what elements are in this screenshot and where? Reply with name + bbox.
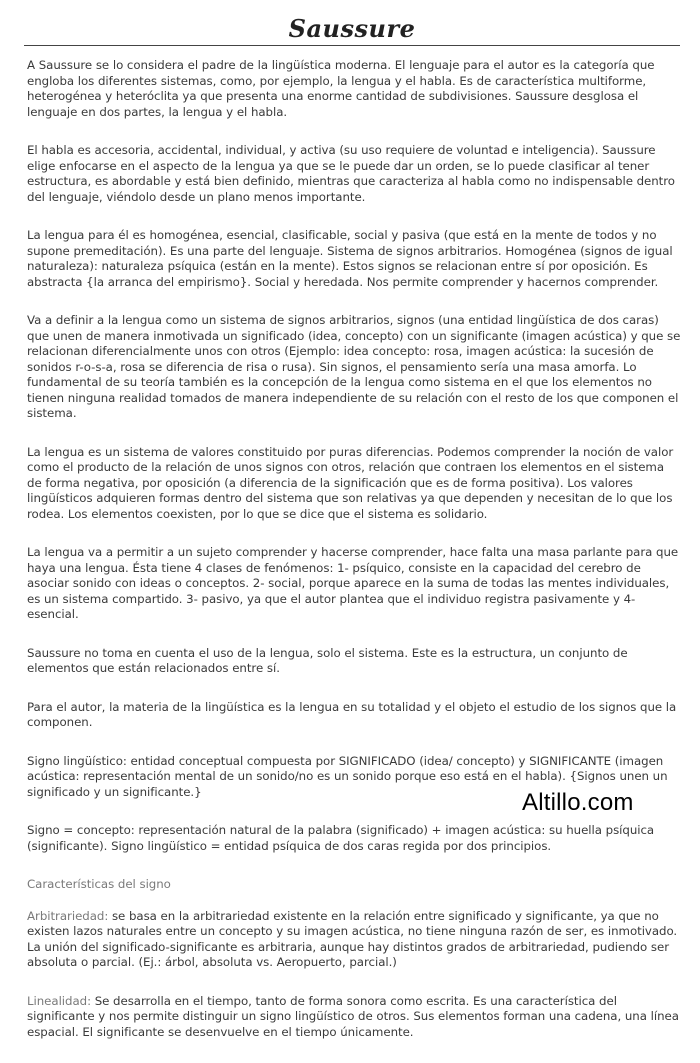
watermark-logo: Altillo.com bbox=[522, 789, 634, 816]
paragraph-3: La lengua para él es homogénea, esencial, clasificable, social y pasiva (que está en la mente de todos y no supone premeditación). Es una parte del lenguaje. Sistema de signos arbitrarios. Homogénea (signos de igual naturaleza): naturaleza psíquica (están en la mente). Estos signos se relacionan entre sí por oposición. Es abstracta {la arranca del empirismo}. Social y heredada. Nos permite comprender y hacernos comprender. bbox=[27, 228, 673, 289]
characteristic-linealidad bbox=[27, 994, 681, 1041]
paragraph-6: La lengua va a permitir a un sujeto comprender y hacerse comprender, hace falta una masa parlante para que haya una lengua. Ésta tiene 4 clases de fenómenos: 1- psíquico, consiste en la capacidad del cerebro de asociar sonido con ideas o conceptos. 2- social, porque aparece en la suma de todas las mentes individuales, es un sistema compartido. 3- pasivo, ya que el autor plantea que el individuo registra pasivamente y 4- esencial. bbox=[27, 545, 679, 621]
document-title: Saussure bbox=[288, 14, 416, 43]
title-bar bbox=[24, 14, 680, 46]
paragraph-9: Signo lingüístico: entidad conceptual compuesta por SIGNIFICADO (idea/ concepto) y SIGNIFICANTE (imagen acústica: representación mental de un sonido/no es un sonido porque eso está en el habla). {Signos unen un significado y un significante.} bbox=[27, 753, 668, 799]
paragraph-4: Va a definir a la lengua como un sistema de signos arbitrarios, signos (una entidad lingüística de dos caras) que unen de manera inmotivada un significado (idea, concepto) con un significante (imagen acústica) y que se relacionan diferencialmente unos con otros (Ejemplo: idea concepto: rosa, imagen acústica: la sucesión de sonidos r-o-s-a, rosa se diferencia de risa o rusa). Sin signos, el pensamiento sería una masa amorfa. Lo fundamental de su teoría también es la concepción de la lengua como sistema en el que los elementos no tienen ninguna realidad tomados de manera independiente de su relación con el resto de los que componen el sistema. bbox=[27, 313, 681, 420]
paragraph-7: Saussure no toma en cuenta el uso de la lengua, solo el sistema. Este es la estructura, un conjunto de elementos que están relacionados entre sí. bbox=[27, 645, 628, 675]
paragraph-10: Signo = concepto: representación natural de la palabra (significado) + imagen acústica: su huella psíquica (significante). Signo lingüístico = entidad psíquica de dos caras regida por dos principios. bbox=[27, 823, 655, 853]
paragraph-2: El habla es accesoria, accidental, individual, y activa (su uso requiere de voluntad e inteligencia). Saussure elige enfocarse en el aspecto de la lengua ya que se le puede dar un orden, se lo puede clasificar al tener estructura, es abordable y está bien definido, mientras que caracteriza al habla como no indispensable dentro del lenguaje, viéndolo desde un plano menos importante. bbox=[27, 143, 675, 204]
characteristic-arbitrariedad bbox=[27, 909, 681, 971]
document-body bbox=[27, 58, 681, 1063]
section-heading: Características del signo bbox=[27, 877, 171, 891]
characteristic-term: Linealidad: bbox=[27, 993, 91, 1008]
paragraph-5: La lengua es un sistema de valores constituido por puras diferencias. Podemos comprender la noción de valor como el producto de la relación de unos signos con otros, relación que contraen los elementos en el sistema de forma negativa, por oposición (a diferencia de la significación que es de forma positiva). Los valores lingüísticos adquieren formas dentro del sistema que son relativas ya que dependen y necesitan de lo que los rodea. Los elementos coexisten, por lo que se dice que el sistema es solidario. bbox=[27, 444, 674, 521]
paragraph-1: A Saussure se lo considera el padre de la lingüística moderna. El lenguaje para el autor es la categoría que engloba los diferentes sistemas, como, por ejemplo, la lengua y el habla. Es de característica multiforme, heterogénea y heteróclita ya que presenta una enorme cantidad de subdivisiones. Saussure desglosa el lenguaje en dos partes, la lengua y el habla. bbox=[27, 58, 655, 119]
characteristic-text: se basa en la arbitrariedad existente en la relación entre significado y significante, ya que no existen lazos naturales entre un concepto y su imagen acústica, no tiene ninguna razón de ser, es inmotivado. La unión del significado-significante es arbitraria, aunque hay distintos grados de arbitrariedad, pudiendo ser absoluta o parcial. (Ej.: árbol, absoluta vs. Aeropuerto, parcial.) bbox=[27, 908, 678, 969]
paragraph-8: Para el autor, la materia de la lingüística es la lengua en su totalidad y el objeto el estudio de los signos que la componen. bbox=[27, 699, 677, 729]
characteristic-term: Arbitrariedad: bbox=[27, 908, 109, 923]
characteristic-text: Se desarrolla en el tiempo, tanto de forma sonora como escrita. Es una característica del significante y nos permite distinguir un signo lingüístico de otros. Sus elementos forman una cadena, una línea espacial. El significante se desenvuelve en el tiempo únicamente. bbox=[27, 993, 679, 1039]
